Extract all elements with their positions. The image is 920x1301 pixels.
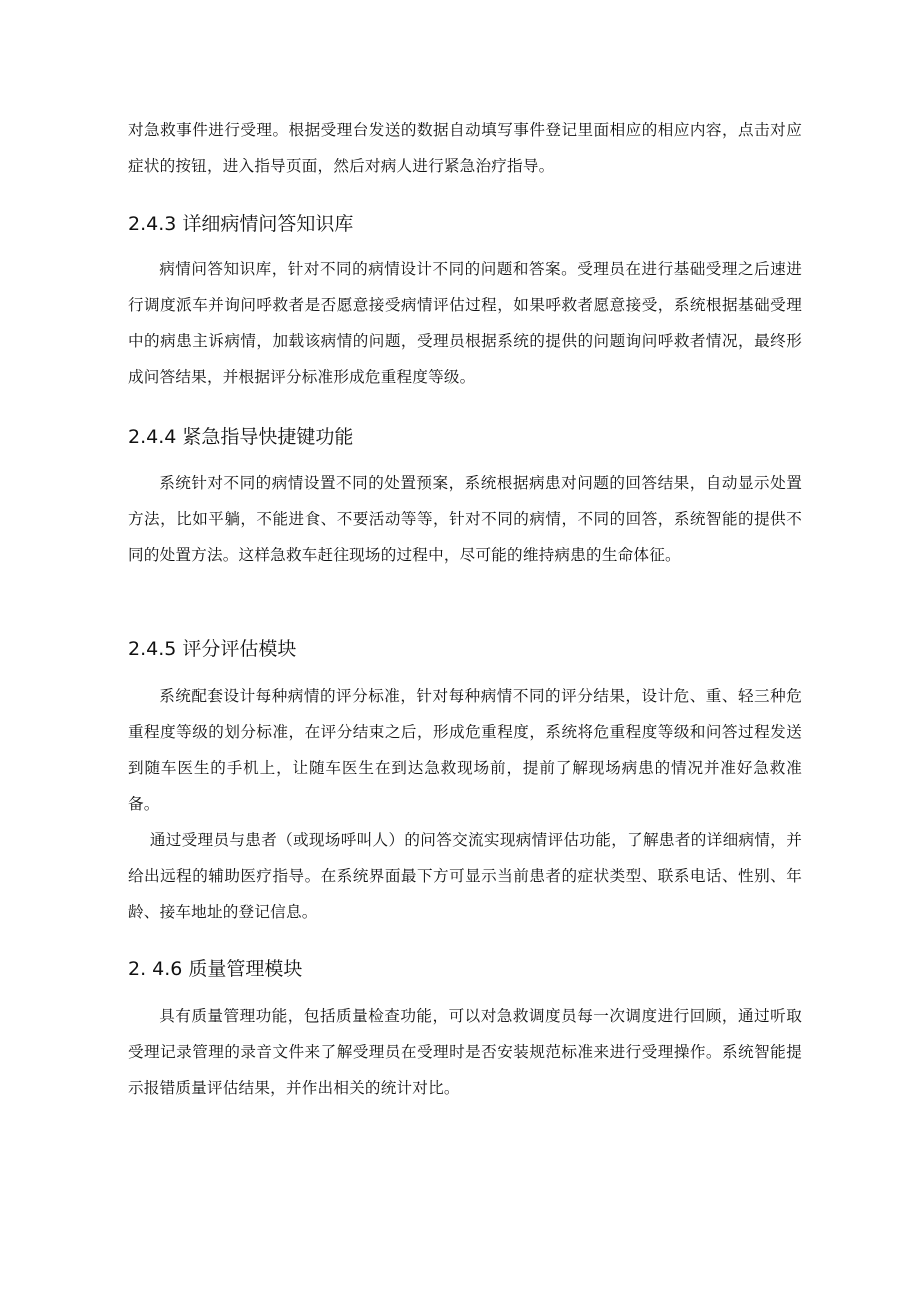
section-2-4-5-paragraph-1: 系统配套设计每种病情的评分标准，针对每种病情不同的评分结果，设计危、重、轻三种危重程度等级的划分标准，在评分结束之后，形成危重程度，系统将危重程度等级和问答过程发送到随车医生的手机上，让随车医生在到达急救现场前，提前了解现场病患的情况并准好急救准备。 <box>128 687 802 813</box>
section-2-4-5-paragraph-2: 通过受理员与患者（或现场呼叫人）的问答交流实现病情评估功能，了解患者的详细病情，并给出远程的辅助医疗指导。在系统界面最下方可显示当前患者的症状类型、联系电话、性别、年龄、接车地址的登记信息。 <box>128 831 802 921</box>
section-2-4-6-paragraph: 具有质量管理功能，包括质量检查功能，可以对急救调度员每一次调度进行回顾，通过听取受理记录管理的录音文件来了解受理员在受理时是否安装规范标准来进行受理操作。系统智能提示报错质量评估结果，并作出相关的统计对比。 <box>128 1007 802 1097</box>
section-heading-2-4-4: 2.4.4 紧急指导快捷键功能 <box>128 426 354 448</box>
intro-paragraph: 对急救事件进行受理。根据受理台发送的数据自动填写事件登记里面相应的相应内容，点击对应症状的按钮，进入指导页面，然后对病人进行紧急治疗指导。 <box>128 121 802 175</box>
section-heading-2-4-6: 2. 4.6 质量管理模块 <box>128 958 303 980</box>
section-2-4-4-paragraph: 系统针对不同的病情设置不同的处置预案，系统根据病患对问题的回答结果，自动显示处置方法，比如平躺，不能进食、不要活动等等，针对不同的病情，不同的回答，系统智能的提供不同的处置方法。这样急救车赶往现场的过程中，尽可能的维持病患的生命体征。 <box>128 474 802 564</box>
section-heading-2-4-3: 2.4.3 详细病情问答知识库 <box>128 213 354 235</box>
section-heading-2-4-5: 2.4.5 评分评估模块 <box>128 638 297 660</box>
section-2-4-3-paragraph: 病情问答知识库，针对不同的病情设计不同的问题和答案。受理员在进行基础受理之后速进行调度派车并询问呼救者是否愿意接受病情评估过程，如果呼救者愿意接受，系统根据基础受理中的病患主诉病情，加载该病情的问题，受理员根据系统的提供的问题询问呼救者情况，最终形成问答结果，并根据评分标准形成危重程度等级。 <box>128 260 802 386</box>
